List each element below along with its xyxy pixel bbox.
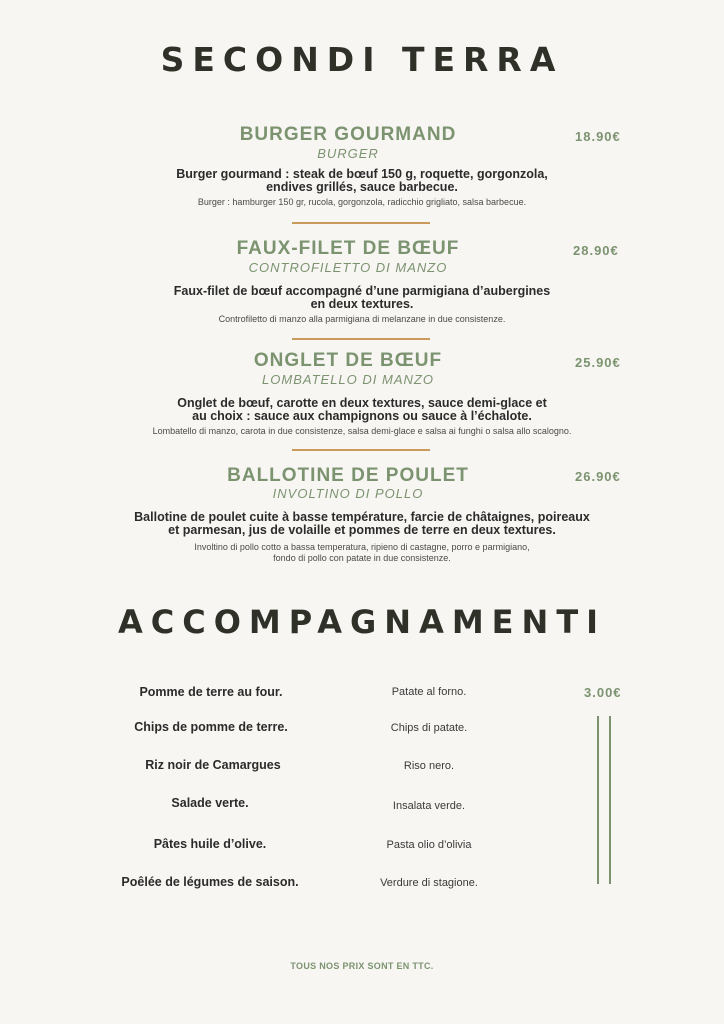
footer-note: TOUS NOS PRIX SONT EN TTC. [290,961,434,971]
decorative-line [609,716,611,884]
dish-description-it: Controfiletto di manzo alla parmigiana di melanzane in due consistenze. [218,314,506,324]
dish-description-it: Burger : hamburger 150 gr, rucola, gorgonzola, radicchio grigliato, salsa barbecue. [197,197,527,207]
dish-description-fr: Onglet de bœuf, carotte en deux textures, sauce demi-glace et au choix : sauce aux champignons ou sauce à l’échalote. [177,396,547,423]
separator [292,449,430,451]
side-name-fr: Poêlée de légumes de saison. [121,875,299,889]
dish-subtitle: INVOLTINO DI POLLO [272,486,424,501]
side-name-it: Pasta olio d’olivia [386,839,472,851]
dish-price: 28.90€ [573,243,619,258]
dish-description-fr: Ballotine de poulet cuite à basse température, farcie de châtaignes, poireaux et parmesan, jus de volaille et pommes de terre en deux textures. [134,510,590,537]
separator [292,338,430,340]
dish-name: BURGER GOURMAND [239,124,457,145]
dish-description-fr: Burger gourmand : steak de bœuf 150 g, roquette, gorgonzola, endives grillés, sauce barbecue. [176,167,548,194]
side-name-it: Chips di patate. [390,722,468,734]
section-title-secondi: SECONDI TERRA [160,40,564,79]
side-name-it: Riso nero. [403,760,455,772]
side-name-it: Insalata verde. [392,800,466,812]
side-name-fr: Chips de pomme de terre. [134,720,288,734]
dish-description-it: Involtino di pollo cotto a bassa temperatura, ripieno di castagne, porro e parmigiano, fondo di pollo con patate in due consistenze. [194,542,530,563]
decorative-line [597,716,599,884]
side-name-fr: Salade verte. [171,796,249,810]
dish-subtitle: CONTROFILETTO DI MANZO [248,260,448,275]
dish-subtitle: BURGER [317,146,379,161]
dish-price: 18.90€ [575,129,621,144]
sides-price: 3.00€ [584,685,622,700]
section-title-accompagnamenti: ACCOMPAGNAMENTI [117,603,607,641]
side-name-fr: Pomme de terre au four. [139,685,283,699]
dish-subtitle: LOMBATELLO DI MANZO [262,372,434,387]
side-name-fr: Riz noir de Camargues [145,758,281,772]
dish-name: FAUX-FILET DE BŒUF [236,238,460,259]
dish-name: BALLOTINE DE POULET [227,465,469,486]
dish-name: ONGLET DE BŒUF [253,350,443,371]
dish-description-fr: Faux-filet de bœuf accompagné d’une parmigiana d’aubergines en deux textures. [173,284,551,311]
dish-description-it: Lombatello di manzo, carota in due consistenze, salsa demi-glace e salsa ai funghi o salsa allo scalogno. [152,426,572,436]
side-name-it: Verdure di stagione. [380,877,478,889]
side-name-it: Patate al forno. [391,686,467,698]
dish-price: 25.90€ [575,355,621,370]
side-name-fr: Pâtes huile d’olive. [153,837,267,851]
dish-price: 26.90€ [575,469,621,484]
separator [292,222,430,224]
